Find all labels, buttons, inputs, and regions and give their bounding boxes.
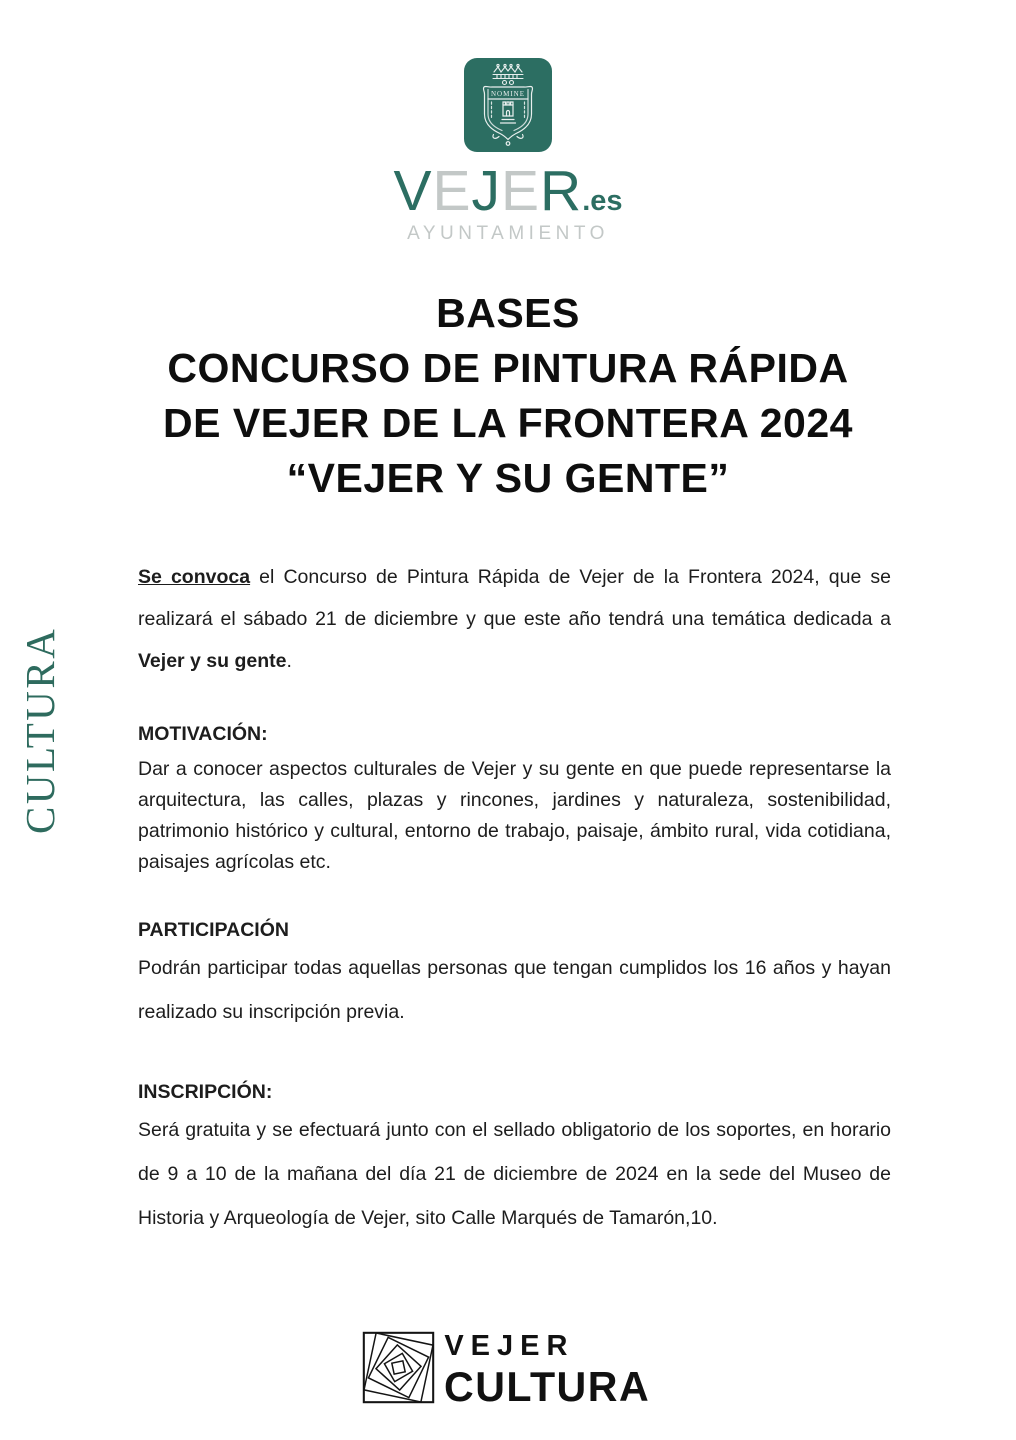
wordmark-suffix: .es: [582, 185, 623, 217]
vejer-wordmark: [0, 159, 1016, 223]
ayuntamiento-label: AYUNTAMIENTO: [407, 223, 609, 244]
title-line: BASES: [436, 290, 580, 336]
motivacion-heading: MOTIVACIÓN:: [138, 723, 268, 745]
header-logo: [0, 58, 1016, 245]
wordmark-letter: V: [393, 159, 433, 223]
intro-text-end: .: [286, 650, 292, 672]
wordmark-letter: E: [432, 159, 472, 223]
title-line: CONCURSO DE PINTURA RÁPIDA: [167, 345, 849, 391]
motivacion-paragraph: Dar a conocer aspectos culturales de Vejer y su gente en que puede representarse la arquitectura, las calles, plazas y rincones, jardines y naturaleza, sostenibilidad, patrimonio histórico y cultural, entorno de trabajo, paisaje, ámbito rural, vida cotidiana, paisajes agrícolas etc.: [138, 758, 891, 873]
inscripcion-heading: INSCRIPCIÓN:: [138, 1081, 273, 1103]
footer-logo-text: [444, 1330, 654, 1408]
spiral-squares-icon: [361, 1330, 436, 1405]
participacion-heading: PARTICIPACIÓN: [138, 919, 289, 941]
document-body: [138, 556, 891, 1240]
wordmark-letter: R: [540, 159, 583, 223]
footer-cultura-label: CULTURA: [444, 1363, 651, 1410]
wordmark-letter: E: [501, 159, 541, 223]
intro-text: el Concurso de Pintura Rápida de Vejer de la Frontera 2024, que se realizará el sábado 21 de diciembre y que este año tendrá una temática dedicada a: [138, 566, 891, 630]
intro-paragraph: [138, 556, 891, 682]
title-line: “VEJER Y SU GENTE”: [286, 455, 730, 501]
title-line: DE VEJER DE LA FRONTERA 2024: [163, 400, 853, 446]
vejer-cultura-logo: [0, 1330, 1016, 1408]
participacion-paragraph: Podrán participar todas aquellas personas que tengan cumplidos los 16 años y hayan realizado su inscripción previa.: [138, 957, 891, 1023]
crest-motto-text: NOMINE: [491, 90, 525, 98]
vejer-crest-icon: [464, 58, 552, 152]
se-convoca-emphasis: Se convoca: [138, 566, 251, 588]
cultura-side-label: CULTURA: [17, 626, 63, 834]
wordmark-letter: J: [471, 159, 502, 223]
inscripcion-paragraph: Será gratuita y se efectuará junto con el sellado obligatorio de los soportes, en horario de 9 a 10 de la mañana del día 21 de diciembre de 2024 en la sede del Museo de Historia y Arqueología de Vejer, sito Calle Marqués de Tamarón,10.: [138, 1119, 891, 1229]
vejer-y-su-gente-emphasis: Vejer y su gente: [138, 650, 287, 672]
footer-vejer-label: VEJER: [444, 1330, 575, 1362]
document-title: [0, 286, 1016, 506]
